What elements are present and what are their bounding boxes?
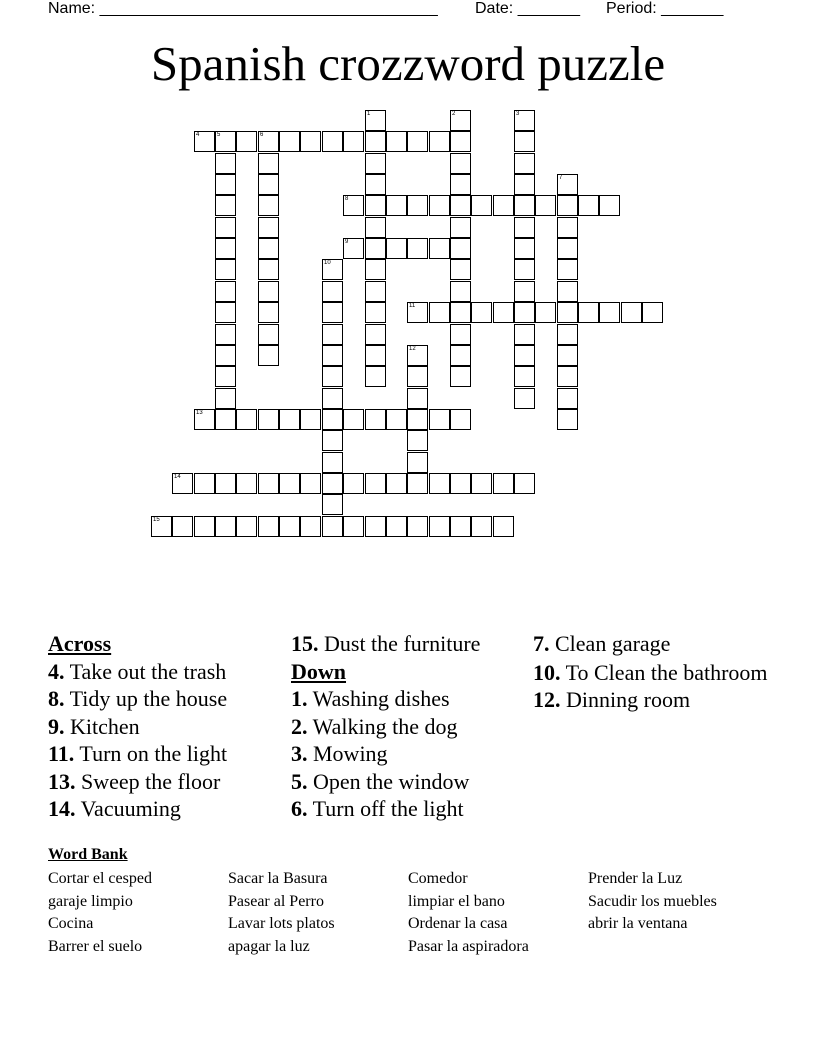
- grid-cell[interactable]: [557, 388, 578, 409]
- grid-cell[interactable]: [300, 473, 321, 494]
- grid-cell[interactable]: [407, 238, 428, 259]
- clue-across-14: 14. Vacuuming: [48, 796, 181, 821]
- grid-cell[interactable]: [322, 430, 343, 451]
- grid-cell[interactable]: [322, 302, 343, 323]
- grid-cell[interactable]: [429, 195, 450, 216]
- grid-cell[interactable]: [429, 302, 450, 323]
- grid-cell[interactable]: [322, 452, 343, 473]
- grid-cell[interactable]: [365, 238, 386, 259]
- grid-cell[interactable]: [258, 259, 279, 280]
- grid-cell[interactable]: [471, 195, 492, 216]
- grid-cell[interactable]: [194, 131, 215, 152]
- grid-cell[interactable]: [450, 516, 471, 537]
- grid-cell[interactable]: [215, 195, 236, 216]
- grid-cell[interactable]: [557, 259, 578, 280]
- grid-cell[interactable]: [471, 473, 492, 494]
- grid-cell[interactable]: [215, 238, 236, 259]
- grid-cell[interactable]: [450, 217, 471, 238]
- grid-cell[interactable]: [514, 153, 535, 174]
- clue-across-9: 9. Kitchen: [48, 713, 140, 739]
- grid-cell[interactable]: [279, 131, 300, 152]
- name-field-label[interactable]: Name: ______________________________________: [48, 0, 438, 17]
- grid-cell[interactable]: [429, 516, 450, 537]
- grid-cell[interactable]: [258, 131, 279, 152]
- grid-cell[interactable]: [215, 153, 236, 174]
- grid-cell[interactable]: [194, 409, 215, 430]
- grid-cell[interactable]: [514, 259, 535, 280]
- word-bank-item: Pasear al Perro: [228, 892, 324, 910]
- grid-cell[interactable]: [258, 516, 279, 537]
- grid-cell[interactable]: [493, 302, 514, 323]
- grid-cell[interactable]: [236, 516, 257, 537]
- grid-cell[interactable]: [493, 473, 514, 494]
- grid-cell[interactable]: [322, 409, 343, 430]
- cell-number: 4: [196, 132, 200, 138]
- clue-across-11: 11. Turn on the light: [48, 741, 228, 766]
- word-bank-item: abrir la ventana: [588, 915, 688, 933]
- clue-across-4: 4. Take out the trash: [48, 658, 227, 684]
- grid-cell[interactable]: [386, 473, 407, 494]
- cell-number: 9: [345, 239, 349, 245]
- clue-across-8: 8. Tidy up the house: [48, 686, 228, 711]
- grid-cell[interactable]: [258, 174, 279, 195]
- grid-cell[interactable]: [365, 345, 386, 366]
- grid-cell[interactable]: [236, 409, 257, 430]
- grid-cell[interactable]: [258, 281, 279, 302]
- grid-cell[interactable]: [535, 302, 556, 323]
- grid-cell[interactable]: [386, 131, 407, 152]
- grid-cell[interactable]: [429, 409, 450, 430]
- grid-cell[interactable]: [471, 516, 492, 537]
- grid-cell[interactable]: [343, 195, 364, 216]
- clue-down-6: 6. Turn off the light: [291, 796, 464, 821]
- grid-cell[interactable]: [215, 409, 236, 430]
- word-bank-item: Lavar lots platos: [228, 915, 335, 933]
- word-bank-item: Barrer el suelo: [48, 938, 143, 956]
- grid-cell[interactable]: [578, 195, 599, 216]
- cell-number: 2: [452, 111, 456, 117]
- word-bank-item: Sacar la Basura: [228, 870, 328, 887]
- grid-cell[interactable]: [322, 366, 343, 387]
- puzzle-title: Spanish crozzword puzzle: [150, 36, 666, 91]
- grid-cell[interactable]: [514, 324, 535, 345]
- grid-cell[interactable]: [450, 131, 471, 152]
- grid-cell[interactable]: [407, 452, 428, 473]
- grid-cell[interactable]: [557, 238, 578, 259]
- grid-cell[interactable]: [407, 131, 428, 152]
- grid-cell[interactable]: [450, 238, 471, 259]
- word-bank-column-4: [588, 868, 717, 936]
- grid-cell[interactable]: [365, 195, 386, 216]
- grid-cell[interactable]: [557, 302, 578, 323]
- grid-cell[interactable]: [322, 131, 343, 152]
- word-bank-item: Pasar la aspiradora: [408, 938, 529, 956]
- cell-number: 10: [324, 260, 331, 266]
- grid-cell[interactable]: [450, 153, 471, 174]
- grid-cell[interactable]: [322, 473, 343, 494]
- grid-cell[interactable]: [365, 259, 386, 280]
- grid-cell[interactable]: [407, 430, 428, 451]
- word-bank-column-1: [48, 868, 152, 959]
- grid-cell[interactable]: [258, 195, 279, 216]
- grid-cell[interactable]: [429, 131, 450, 152]
- grid-cell[interactable]: [258, 345, 279, 366]
- grid-cell[interactable]: [407, 345, 428, 366]
- clues-column-3: [533, 630, 773, 715]
- date-field-label[interactable]: Date: _______: [475, 0, 580, 17]
- clue-down-10: 10. To Clean the bathroom: [533, 659, 768, 685]
- grid-cell[interactable]: [215, 302, 236, 323]
- grid-cell[interactable]: [599, 302, 620, 323]
- clue-across-15: 15. Dust the furniture: [291, 631, 481, 656]
- grid-cell[interactable]: [493, 195, 514, 216]
- grid-cell[interactable]: [407, 516, 428, 537]
- grid-cell[interactable]: [365, 281, 386, 302]
- clue-down-1: 1. Washing dishes: [291, 686, 450, 711]
- grid-cell[interactable]: [322, 324, 343, 345]
- grid-cell[interactable]: [343, 409, 364, 430]
- grid-cell[interactable]: [215, 516, 236, 537]
- grid-cell[interactable]: [599, 195, 620, 216]
- grid-cell[interactable]: [343, 131, 364, 152]
- grid-cell[interactable]: [322, 281, 343, 302]
- grid-cell[interactable]: [493, 516, 514, 537]
- grid-cell[interactable]: [343, 238, 364, 259]
- grid-cell[interactable]: [557, 345, 578, 366]
- grid-cell[interactable]: [386, 516, 407, 537]
- cell-number: 14: [174, 474, 181, 480]
- grid-cell[interactable]: [557, 195, 578, 216]
- grid-cell[interactable]: [322, 259, 343, 280]
- grid-cell[interactable]: [172, 516, 193, 537]
- grid-cell[interactable]: [514, 345, 535, 366]
- grid-cell[interactable]: [557, 174, 578, 195]
- grid-cell[interactable]: [450, 302, 471, 323]
- grid-cell[interactable]: [300, 131, 321, 152]
- grid-cell[interactable]: [258, 238, 279, 259]
- grid-cell[interactable]: [407, 388, 428, 409]
- grid-cell[interactable]: [407, 366, 428, 387]
- grid-cell[interactable]: [215, 345, 236, 366]
- grid-cell[interactable]: [365, 217, 386, 238]
- grid-cell[interactable]: [450, 473, 471, 494]
- grid-cell[interactable]: [279, 409, 300, 430]
- grid-cell[interactable]: [215, 388, 236, 409]
- grid-cell[interactable]: [386, 409, 407, 430]
- clue-across-13: 13. Sweep the floor: [48, 768, 221, 794]
- grid-cell[interactable]: [365, 131, 386, 152]
- grid-cell[interactable]: [450, 409, 471, 430]
- cell-number: 13: [196, 410, 203, 416]
- grid-cell[interactable]: [151, 516, 172, 537]
- grid-cell[interactable]: [215, 217, 236, 238]
- grid-cell[interactable]: [365, 366, 386, 387]
- grid-cell[interactable]: [557, 217, 578, 238]
- grid-cell[interactable]: [365, 409, 386, 430]
- grid-cell[interactable]: [450, 195, 471, 216]
- cell-number: 12: [409, 346, 416, 352]
- grid-cell[interactable]: [450, 366, 471, 387]
- clue-down-5: 5. Open the window: [291, 768, 470, 794]
- grid-cell[interactable]: [279, 516, 300, 537]
- grid-cell[interactable]: [557, 409, 578, 430]
- grid-cell[interactable]: [621, 302, 642, 323]
- grid-cell[interactable]: [429, 238, 450, 259]
- grid-cell[interactable]: [557, 324, 578, 345]
- grid-cell[interactable]: [514, 110, 535, 131]
- cell-number: 11: [409, 303, 416, 309]
- grid-cell[interactable]: [258, 473, 279, 494]
- cell-number: 3: [516, 111, 520, 117]
- grid-cell[interactable]: [258, 324, 279, 345]
- grid-cell[interactable]: [322, 388, 343, 409]
- grid-cell[interactable]: [386, 195, 407, 216]
- grid-cell[interactable]: [514, 174, 535, 195]
- grid-cell[interactable]: [386, 238, 407, 259]
- word-bank-item: apagar la luz: [228, 938, 310, 956]
- word-bank-item: Prender la Luz: [588, 870, 683, 887]
- grid-cell[interactable]: [343, 473, 364, 494]
- cell-number: 15: [153, 517, 160, 523]
- grid-cell[interactable]: [236, 131, 257, 152]
- cell-number: 8: [345, 196, 349, 202]
- grid-cell[interactable]: [514, 131, 535, 152]
- grid-cell[interactable]: [365, 174, 386, 195]
- word-bank-item: Sacudir los muebles: [588, 892, 717, 910]
- grid-cell[interactable]: [450, 324, 471, 345]
- word-bank-item: Cortar el cesped: [48, 870, 152, 887]
- grid-cell[interactable]: [215, 366, 236, 387]
- grid-cell[interactable]: [514, 238, 535, 259]
- grid-cell[interactable]: [365, 516, 386, 537]
- cell-number: 5: [217, 132, 221, 138]
- word-bank-column-2: [228, 868, 335, 959]
- grid-cell[interactable]: [471, 302, 492, 323]
- grid-cell[interactable]: [279, 473, 300, 494]
- grid-cell[interactable]: [450, 174, 471, 195]
- grid-cell[interactable]: [258, 409, 279, 430]
- grid-cell[interactable]: [365, 302, 386, 323]
- grid-cell[interactable]: [557, 366, 578, 387]
- grid-cell[interactable]: [258, 217, 279, 238]
- grid-cell[interactable]: [535, 195, 556, 216]
- grid-cell[interactable]: [172, 473, 193, 494]
- grid-cell[interactable]: [557, 281, 578, 302]
- grid-cell[interactable]: [322, 516, 343, 537]
- word-bank-item: Comedor: [408, 870, 468, 887]
- grid-cell[interactable]: [322, 345, 343, 366]
- word-bank-title: Word Bank: [48, 846, 128, 863]
- grid-cell[interactable]: [514, 473, 535, 494]
- grid-cell[interactable]: [578, 302, 599, 323]
- grid-cell[interactable]: [514, 366, 535, 387]
- grid-cell[interactable]: [407, 473, 428, 494]
- clues-column-1: [48, 630, 288, 823]
- grid-cell[interactable]: [365, 473, 386, 494]
- grid-cell[interactable]: [407, 409, 428, 430]
- grid-cell[interactable]: [215, 174, 236, 195]
- grid-cell[interactable]: [215, 281, 236, 302]
- cell-number: 6: [260, 132, 264, 138]
- grid-cell[interactable]: [215, 131, 236, 152]
- clue-down-7: 7. Clean garage: [533, 631, 671, 656]
- grid-cell[interactable]: [215, 324, 236, 345]
- grid-cell[interactable]: [514, 195, 535, 216]
- grid-cell[interactable]: [300, 516, 321, 537]
- grid-cell[interactable]: [236, 473, 257, 494]
- across-heading: Across: [48, 631, 112, 656]
- clue-down-3: 3. Mowing: [291, 741, 388, 766]
- grid-cell[interactable]: [215, 259, 236, 280]
- word-bank-column-3: [408, 868, 529, 959]
- clue-down-12: 12. Dinning room: [533, 686, 691, 712]
- grid-cell[interactable]: [194, 473, 215, 494]
- grid-cell[interactable]: [258, 153, 279, 174]
- clue-down-2: 2. Walking the dog: [291, 713, 458, 739]
- word-bank-item: Ordenar la casa: [408, 915, 508, 933]
- word-bank-item: garaje limpio: [48, 892, 133, 910]
- grid-cell[interactable]: [407, 302, 428, 323]
- grid-cell[interactable]: [258, 302, 279, 323]
- period-field-label[interactable]: Period: _______: [606, 0, 724, 17]
- down-heading: Down: [291, 658, 347, 684]
- grid-cell[interactable]: [642, 302, 663, 323]
- grid-cell[interactable]: [450, 345, 471, 366]
- word-bank-item: limpiar el bano: [408, 892, 505, 910]
- cell-number: 7: [559, 175, 563, 181]
- grid-cell[interactable]: [215, 473, 236, 494]
- grid-cell[interactable]: [429, 473, 450, 494]
- grid-cell[interactable]: [365, 110, 386, 131]
- grid-cell[interactable]: [365, 153, 386, 174]
- grid-cell[interactable]: [514, 388, 535, 409]
- grid-cell[interactable]: [194, 516, 215, 537]
- grid-cell[interactable]: [300, 409, 321, 430]
- cell-number: 1: [367, 111, 371, 117]
- grid-cell[interactable]: [322, 494, 343, 515]
- grid-cell[interactable]: [365, 324, 386, 345]
- grid-cell[interactable]: [514, 217, 535, 238]
- grid-cell[interactable]: [450, 259, 471, 280]
- grid-cell[interactable]: [450, 281, 471, 302]
- grid-cell[interactable]: [514, 281, 535, 302]
- clues-column-2: [291, 630, 531, 823]
- grid-cell[interactable]: [514, 302, 535, 323]
- grid-cell[interactable]: [450, 110, 471, 131]
- word-bank-item: Cocina: [48, 915, 94, 933]
- grid-cell[interactable]: [343, 516, 364, 537]
- grid-cell[interactable]: [407, 195, 428, 216]
